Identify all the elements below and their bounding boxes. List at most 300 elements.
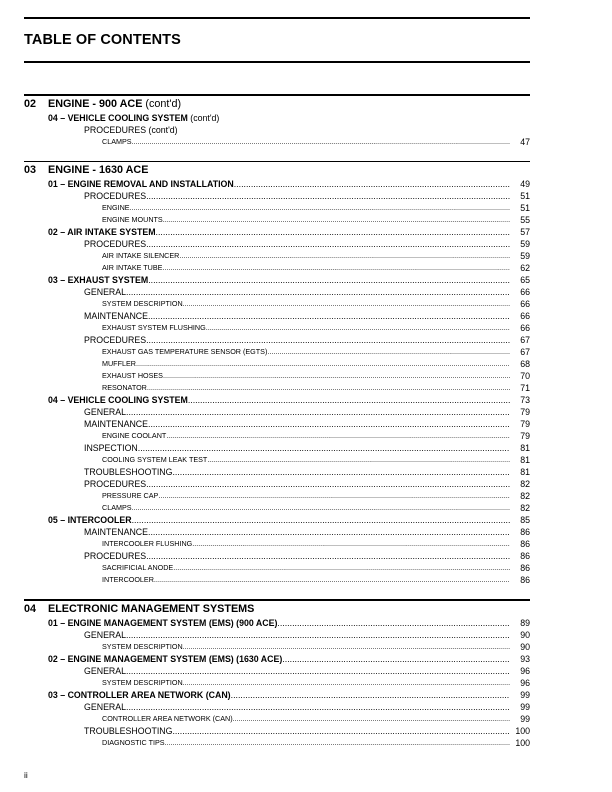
dot-leader: [183, 298, 510, 310]
dot-leader: [172, 725, 510, 737]
chapter-title: [48, 164, 148, 176]
dot-leader: [206, 322, 510, 334]
toc-entry-level-1[interactable]: [0, 617, 612, 629]
toc-entry-label-text: SYSTEM DESCRIPTION: [102, 677, 183, 687]
toc-entry-level-1[interactable]: [0, 689, 612, 701]
toc-entry-page: 66: [520, 299, 530, 309]
toc-entry-label-text: 02 – ENGINE MANAGEMENT SYSTEM (EMS) (1630 ACE): [48, 653, 283, 664]
toc-entry-label: [102, 202, 130, 214]
dot-leader: [163, 370, 510, 382]
toc-entry-label-text: PROCEDURES: [84, 335, 147, 345]
toc-entry-label: [84, 478, 146, 490]
dot-leader: [179, 250, 510, 262]
chapter-rule: [24, 94, 530, 96]
toc-entry-level-3[interactable]: [0, 298, 612, 310]
toc-entry-level-3[interactable]: [0, 538, 612, 550]
dot-leader: [126, 629, 510, 641]
toc-entry-page: 47: [520, 136, 530, 147]
chapter-spacer: [0, 586, 612, 599]
toc-entry-label-text: PROCEDURES: [84, 239, 147, 249]
toc-entry-page: 81: [520, 467, 530, 477]
toc-entry-label-text: PROCEDURES: [84, 551, 147, 561]
toc-entry-page: 82: [520, 491, 530, 501]
chapter-rule: [24, 599, 530, 601]
toc-entry-label-text: AIR INTAKE TUBE: [102, 263, 163, 272]
toc-entry-leader: [84, 665, 510, 677]
toc-entry-level-3[interactable]: [0, 454, 612, 466]
toc-entry-page: 86: [520, 575, 530, 585]
toc-entry-leader: [48, 178, 510, 190]
toc-entry-suffix: (cont'd): [190, 112, 220, 123]
toc-entry-level-2[interactable]: [0, 701, 612, 713]
toc-entry-page: 59: [520, 239, 530, 249]
dot-leader: [126, 406, 510, 418]
toc-entry-label-text: EXHAUST GAS TEMPERATURE SENSOR (EGTS): [102, 347, 268, 356]
dot-leader: [162, 262, 510, 274]
toc-entry-label: [102, 322, 206, 334]
dot-leader: [192, 538, 510, 550]
toc-entry-label: [84, 238, 146, 250]
toc-entry-page: 99: [520, 701, 530, 712]
toc-entry-level-2[interactable]: [0, 286, 612, 298]
toc-entry-label-text: RESONATOR: [102, 383, 147, 392]
toc-entry-page: 89: [520, 617, 530, 628]
toc-entry-level-3[interactable]: [0, 641, 612, 653]
toc-entry-label: [48, 514, 132, 526]
chapter-section: [0, 586, 612, 749]
toc-entry-leader: [48, 653, 510, 665]
toc-entry-label-text: ENGINE MOUNTS: [102, 215, 163, 224]
toc-entry-level-2[interactable]: [0, 190, 612, 202]
chapter-title: [48, 603, 254, 615]
dot-leader: [172, 466, 510, 478]
toc-entry-level-2[interactable]: [0, 406, 612, 418]
toc-entry-label: [102, 346, 267, 358]
toc-entry-level-3[interactable]: [0, 382, 612, 394]
toc-entry-page: 86: [520, 551, 530, 561]
toc-entry-level-1[interactable]: [0, 112, 612, 124]
dot-leader: [146, 238, 510, 250]
toc-entry-label: [84, 190, 146, 202]
toc-entry-label-text: 02 – AIR INTAKE SYSTEM: [48, 227, 156, 237]
toc-entry-label: [102, 677, 183, 689]
dot-leader: [158, 490, 510, 502]
toc-entry-leader: [84, 334, 510, 346]
toc-entry-label-text: 04 – VEHICLE COOLING SYSTEM: [48, 395, 188, 405]
dot-leader: [282, 653, 510, 665]
toc-entry-leader: [102, 677, 510, 689]
toc-entry-label-text: MAINTENANCE: [84, 527, 149, 537]
dot-leader: [183, 677, 510, 689]
dot-leader: [267, 346, 510, 358]
chapter-title-text: ELECTRONIC MANAGEMENT SYSTEMS: [48, 602, 255, 615]
toc-entry-label-text: 03 – CONTROLLER AREA NETWORK (CAN): [48, 689, 231, 700]
dot-leader: [154, 574, 510, 586]
toc-entry-page: 81: [520, 455, 530, 465]
toc-entry-leader: [102, 322, 510, 334]
toc-entry-leader: [102, 574, 510, 586]
toc-entry-label: [84, 286, 126, 298]
dot-leader: [146, 334, 510, 346]
chapter-spacer: [0, 148, 612, 161]
toc-entry-page: 62: [520, 263, 530, 273]
toc-entry-label: [84, 665, 126, 677]
toc-entry-label-text: ENGINE COOLANT: [102, 431, 167, 440]
toc-entry-page: 59: [520, 251, 530, 261]
toc-entry-leader: [102, 370, 510, 382]
toc-entry-leader: [84, 526, 510, 538]
dot-leader: [147, 382, 510, 394]
toc-entry-label: [84, 442, 138, 454]
toc-entry-label-text: PRESSURE CAP: [102, 491, 159, 500]
toc-entry-level-3[interactable]: [0, 358, 612, 370]
toc-entry-page: 67: [520, 335, 530, 345]
toc-entry-label-text: 01 – ENGINE REMOVAL AND INSTALLATION: [48, 179, 234, 189]
toc-entry-label-text: 03 – EXHAUST SYSTEM: [48, 275, 149, 285]
toc-entry-leader: [84, 629, 510, 641]
toc-entry-level-3[interactable]: [0, 490, 612, 502]
toc-entry-level-3[interactable]: [0, 574, 612, 586]
page-title: TABLE OF CONTENTS: [24, 32, 181, 48]
toc-entry-label: [48, 226, 156, 238]
toc-entry-leader: [48, 689, 510, 701]
dot-leader: [163, 214, 510, 226]
toc-entry-label-text: INSPECTION: [84, 443, 138, 453]
toc-entry-level-2[interactable]: [0, 478, 612, 490]
chapter-number: 04: [24, 602, 37, 615]
toc-entry-leader: [102, 713, 510, 725]
toc-entry-label: [102, 250, 179, 262]
toc-entry-level-2[interactable]: [0, 442, 612, 454]
dot-leader: [146, 550, 510, 562]
toc-entry-label-text: EXHAUST SYSTEM FLUSHING: [102, 323, 206, 332]
toc-entry-label: [48, 112, 219, 124]
toc-entry-label: [102, 490, 158, 502]
toc-entry-page: 67: [520, 347, 530, 357]
toc-entry-label-text: SACRIFICIAL ANODE: [102, 563, 174, 572]
dot-leader: [234, 178, 510, 190]
toc-entry-level-3[interactable]: [0, 677, 612, 689]
toc-entry-leader: [84, 310, 510, 322]
toc-entry-leader: [84, 190, 510, 202]
toc-entry-level-2[interactable]: [0, 629, 612, 641]
table-of-contents: [0, 94, 612, 749]
toc-entry-leader: [102, 298, 510, 310]
toc-entry-suffix: (cont'd): [148, 124, 178, 135]
dot-leader: [132, 502, 510, 514]
toc-entry-leader: [48, 394, 510, 406]
toc-entry-page: 66: [520, 287, 530, 297]
dot-leader: [148, 418, 510, 430]
toc-entry-page: 73: [520, 395, 530, 405]
toc-entry-label-text: EXHAUST HOSES: [102, 371, 163, 380]
toc-entry-label: [102, 262, 162, 274]
toc-entry-leader: [84, 286, 510, 298]
toc-entry-label-text: CONTROLLER AREA NETWORK (CAN): [102, 713, 233, 723]
toc-entry-level-3[interactable]: [0, 370, 612, 382]
toc-entry-leader: [48, 274, 510, 286]
chapter-number: 02: [24, 97, 37, 110]
dot-leader: [132, 514, 510, 526]
toc-entry-page: 99: [520, 689, 530, 700]
toc-entry-level-3[interactable]: [0, 322, 612, 334]
toc-entry-leader: [102, 430, 510, 442]
toc-entry-label: [84, 701, 126, 713]
chapter-heading[interactable]: [0, 98, 612, 112]
toc-entry-leader: [84, 701, 510, 713]
toc-entry-leader: [102, 538, 510, 550]
toc-entry-label: [102, 430, 166, 442]
dot-leader: [148, 526, 510, 538]
toc-entry-level-2[interactable]: [0, 526, 612, 538]
toc-entry-level-3[interactable]: [0, 430, 612, 442]
toc-entry-page: 86: [520, 539, 530, 549]
toc-entry-page: 79: [520, 419, 530, 429]
toc-entry-label: [48, 178, 234, 190]
dot-leader: [231, 689, 510, 701]
dot-leader: [166, 430, 510, 442]
toc-entry-label-text: 01 – ENGINE MANAGEMENT SYSTEM (EMS) (900 ACE): [48, 617, 278, 628]
toc-entry-label-text: PROCEDURES: [84, 479, 147, 489]
toc-entry-page: 81: [520, 443, 530, 453]
dot-leader: [138, 442, 510, 454]
toc-entry-label: [84, 124, 178, 136]
top-rule: [24, 17, 530, 19]
toc-entry-page: 65: [520, 275, 530, 285]
dot-leader: [130, 202, 510, 214]
dot-leader: [233, 713, 510, 725]
toc-entry-page: 90: [520, 641, 530, 652]
toc-entry-label-text: CLAMPS: [102, 503, 132, 512]
toc-entry-label: [84, 406, 126, 418]
toc-entry-leader: [102, 214, 510, 226]
dot-leader: [156, 226, 510, 238]
toc-entry-label: [84, 725, 172, 737]
toc-entry-label: [102, 370, 163, 382]
toc-entry-label-text: INTERCOOLER FLUSHING: [102, 539, 193, 548]
toc-entry-label: [48, 617, 277, 629]
toc-entry-label: [84, 550, 146, 562]
toc-entry-level-3[interactable]: [0, 136, 612, 148]
toc-entry-level-3[interactable]: [0, 713, 612, 725]
toc-entry-page: 51: [520, 203, 530, 213]
toc-entry-page: 96: [520, 665, 530, 676]
dot-leader: [183, 641, 510, 653]
toc-entry-label: [48, 274, 148, 286]
toc-entry-page: 99: [520, 713, 530, 724]
toc-entry-page: 79: [520, 431, 530, 441]
toc-entry-level-3[interactable]: [0, 562, 612, 574]
toc-entry-leader: [102, 250, 510, 262]
chapter-title-text: ENGINE - 1630 ACE: [48, 164, 149, 176]
toc-entry-page: 49: [520, 179, 530, 189]
toc-entry-label-text: ENGINE: [102, 203, 130, 212]
toc-entry-level-3[interactable]: [0, 202, 612, 214]
toc-entry-leader: [84, 238, 510, 250]
toc-entry-leader: [84, 725, 510, 737]
toc-entry-label-text: PROCEDURES: [84, 191, 147, 201]
toc-entry-label-text: GENERAL: [84, 287, 127, 297]
toc-entry-level-2[interactable]: [0, 418, 612, 430]
toc-entry-leader: [102, 262, 510, 274]
toc-entry-page: 82: [520, 503, 530, 513]
toc-entry-page: 68: [520, 359, 530, 369]
toc-entry-label-text: SYSTEM DESCRIPTION: [102, 299, 183, 308]
toc-entry-level-2[interactable]: [0, 310, 612, 322]
toc-entry-level-3[interactable]: [0, 346, 612, 358]
toc-entry-leader: [102, 136, 510, 148]
toc-entry-page: 100: [515, 737, 530, 748]
toc-entry-page: 85: [520, 515, 530, 525]
toc-entry-leader: [102, 490, 510, 502]
toc-entry-label-text: GENERAL: [84, 665, 127, 676]
toc-entry-label-text: MUFFLER: [102, 359, 136, 368]
dot-leader: [277, 617, 510, 629]
page-number: ii: [24, 770, 28, 780]
toc-entry-page: 79: [520, 407, 530, 417]
toc-entry-level-2[interactable]: [0, 725, 612, 737]
toc-entry-leader: [102, 641, 510, 653]
toc-entry-label: [102, 562, 173, 574]
toc-entry-level-3[interactable]: [0, 502, 612, 514]
toc-entry-level-2[interactable]: [0, 124, 612, 136]
dot-leader: [165, 737, 510, 749]
toc-entry-level-2[interactable]: [0, 238, 612, 250]
toc-entry-leader: [84, 418, 510, 430]
toc-entry-level-1[interactable]: [0, 226, 612, 238]
toc-entry-label-text: MAINTENANCE: [84, 311, 149, 321]
toc-entry-level-3[interactable]: [0, 737, 612, 749]
dot-leader: [173, 562, 510, 574]
toc-entry-leader: [102, 382, 510, 394]
chapter-title: [48, 98, 181, 110]
chapter-rule: [24, 161, 530, 163]
toc-entry-leader: [102, 502, 510, 514]
toc-entry-level-1[interactable]: [0, 653, 612, 665]
toc-entry-label: [84, 466, 172, 478]
toc-entry-label-text: DIAGNOSTIC TIPS: [102, 737, 165, 747]
toc-entry-level-3[interactable]: [0, 250, 612, 262]
toc-entry-label-text: GENERAL: [84, 701, 127, 712]
dot-leader: [148, 274, 510, 286]
toc-entry-leader: [102, 454, 510, 466]
dot-leader: [148, 310, 510, 322]
toc-entry-level-3[interactable]: [0, 214, 612, 226]
dot-leader: [207, 454, 510, 466]
toc-entry-label: [48, 653, 282, 665]
toc-entry-leader: [84, 442, 510, 454]
toc-entry-page: 51: [520, 191, 530, 201]
dot-leader: [146, 478, 510, 490]
toc-entry-label: [102, 136, 132, 148]
toc-entry-label-text: TROUBLESHOOTING: [84, 467, 173, 477]
toc-entry-leader: [48, 514, 510, 526]
dot-leader: [126, 286, 510, 298]
toc-entry-label-text: 05 – INTERCOOLER: [48, 515, 132, 525]
toc-entry-label-text: GENERAL: [84, 629, 127, 640]
title-rule: [24, 61, 530, 63]
toc-entry-label-text: AIR INTAKE SILENCER: [102, 251, 180, 260]
dot-leader: [146, 190, 510, 202]
toc-entry-leader: [48, 617, 510, 629]
toc-entry-label: [102, 502, 132, 514]
toc-entry-label-text: 04 – VEHICLE COOLING SYSTEM: [48, 112, 188, 123]
toc-entry-label: [84, 334, 146, 346]
toc-entry-page: 96: [520, 677, 530, 688]
toc-entry-label-text: TROUBLESHOOTING: [84, 725, 173, 736]
chapter-title-suffix: (cont'd): [145, 97, 182, 110]
toc-entry-level-1[interactable]: [0, 178, 612, 190]
dot-leader: [188, 394, 510, 406]
chapter-section: [0, 94, 612, 148]
toc-entry-level-1[interactable]: [0, 514, 612, 526]
toc-entry-leader: [102, 737, 510, 749]
toc-entry-label: [102, 574, 154, 586]
toc-entry-page: 70: [520, 371, 530, 381]
toc-entry-leader: [84, 550, 510, 562]
toc-entry-label: [48, 689, 231, 701]
chapter-heading[interactable]: [0, 164, 612, 178]
toc-entry-page: 86: [520, 563, 530, 573]
toc-entry-label: [102, 737, 165, 749]
toc-entry-leader: [102, 358, 510, 370]
toc-entry-label: [102, 454, 207, 466]
toc-entry-page: 100: [515, 725, 530, 736]
toc-entry-level-2[interactable]: [0, 334, 612, 346]
toc-entry-leader: [102, 562, 510, 574]
toc-entry-leader: [84, 466, 510, 478]
dot-leader: [132, 136, 510, 148]
chapter-number: 03: [24, 164, 37, 176]
toc-entry-page: 93: [520, 653, 530, 664]
toc-entry-label: [102, 358, 136, 370]
toc-entry-page: 66: [520, 323, 530, 333]
toc-entry-level-2[interactable]: [0, 466, 612, 478]
toc-entry-label: [48, 394, 188, 406]
chapter-section: [0, 148, 612, 587]
toc-entry-level-2[interactable]: [0, 550, 612, 562]
toc-entry-label: [102, 641, 183, 653]
toc-entry-label-text: PROCEDURES: [84, 124, 147, 135]
toc-entry-leader: [84, 124, 510, 136]
toc-entry-leader: [102, 202, 510, 214]
toc-entry-label: [102, 713, 233, 725]
toc-entry-page: 82: [520, 479, 530, 489]
toc-entry-label-text: INTERCOOLER: [102, 575, 154, 584]
toc-entry-level-1[interactable]: [0, 394, 612, 406]
toc-entry-leader: [48, 226, 510, 238]
chapter-title-text: ENGINE - 900 ACE: [48, 97, 143, 110]
chapter-heading[interactable]: [0, 603, 612, 617]
toc-entry-leader: [84, 406, 510, 418]
toc-entry-leader: [102, 346, 510, 358]
toc-entry-label-text: COOLING SYSTEM LEAK TEST: [102, 455, 208, 464]
toc-entry-page: 90: [520, 629, 530, 640]
toc-entry-page: 66: [520, 311, 530, 321]
toc-entry-level-3[interactable]: [0, 262, 612, 274]
dot-leader: [126, 665, 510, 677]
toc-entry-label-text: SYSTEM DESCRIPTION: [102, 641, 183, 651]
toc-entry-leader: [84, 478, 510, 490]
toc-entry-label-text: MAINTENANCE: [84, 419, 149, 429]
toc-entry-label: [102, 382, 147, 394]
toc-entry-label: [84, 310, 148, 322]
dot-leader: [136, 358, 510, 370]
toc-entry-level-2[interactable]: [0, 665, 612, 677]
toc-entry-level-1[interactable]: [0, 274, 612, 286]
toc-entry-page: 57: [520, 227, 530, 237]
toc-entry-label: [84, 418, 148, 430]
